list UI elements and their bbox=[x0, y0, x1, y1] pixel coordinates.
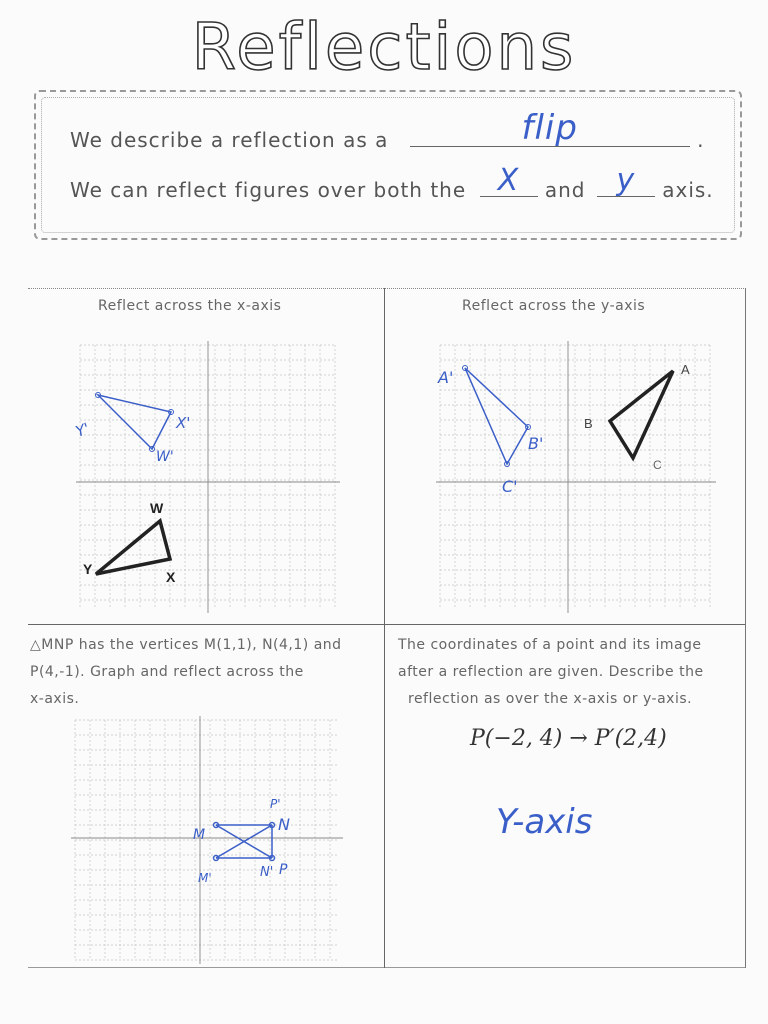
intro-line-1-end: . bbox=[697, 128, 705, 152]
label-p: P bbox=[279, 862, 288, 878]
label-b-prime: B' bbox=[528, 434, 544, 453]
label-m-prime: M' bbox=[198, 871, 212, 885]
label-c: C bbox=[653, 458, 662, 472]
coord-line-2: after a reflection are given. Describe the bbox=[398, 664, 704, 680]
y-answer: y bbox=[616, 163, 636, 198]
coord-line-3: reflection as over the x-axis or y-axis. bbox=[408, 691, 693, 707]
label-a-prime: A' bbox=[438, 368, 454, 387]
intro-line-2-end: axis. bbox=[662, 178, 714, 202]
mnp-line-2: P(4,-1). Graph and reflect across the bbox=[30, 664, 304, 680]
label-n: N bbox=[278, 815, 290, 834]
label-p-prime: P' bbox=[270, 797, 281, 811]
label-x-prime: X' bbox=[176, 414, 191, 432]
handwritten-answer-y-axis: Y-axis bbox=[496, 802, 593, 842]
label-b: B bbox=[584, 416, 593, 431]
page-title: Reflections bbox=[191, 11, 577, 85]
triangle-wxy bbox=[96, 521, 170, 574]
flip-answer: flip bbox=[521, 108, 578, 148]
label-y: Y bbox=[83, 561, 93, 577]
grid-top-right bbox=[436, 341, 716, 613]
intro-line-2-and: and bbox=[544, 178, 586, 202]
grid-bottom-left bbox=[71, 716, 343, 964]
label-c-prime: C' bbox=[502, 477, 518, 496]
reflection-equation: P(−2, 4) → P′(2,4) bbox=[470, 726, 667, 751]
triangle-abc-reflected bbox=[465, 368, 528, 464]
cell-title-x-axis: Reflect across the x-axis bbox=[98, 298, 282, 314]
label-y-prime: Y' bbox=[73, 419, 92, 441]
grid-top-left bbox=[76, 341, 340, 613]
coord-line-1: The coordinates of a point and its image bbox=[398, 637, 702, 653]
x-answer: X bbox=[497, 163, 520, 198]
intro-line-2-text: We can reflect figures over both the bbox=[70, 178, 467, 202]
label-w-prime: W' bbox=[156, 449, 174, 465]
label-w: W bbox=[150, 500, 164, 516]
mnp-line-3: x-axis. bbox=[30, 691, 80, 707]
mnp-line-1: △MNP has the vertices M(1,1), N(4,1) and bbox=[30, 637, 342, 653]
label-a: A bbox=[681, 362, 690, 377]
label-m: M bbox=[193, 827, 206, 843]
intro-line-1-text: We describe a reflection as a bbox=[70, 128, 389, 152]
label-n-prime: N' bbox=[260, 865, 274, 880]
triangle-wxy-reflected bbox=[98, 395, 171, 449]
cell-title-y-axis: Reflect across the y-axis bbox=[462, 298, 646, 314]
label-x: X bbox=[166, 569, 176, 585]
triangle-abc bbox=[610, 371, 673, 458]
